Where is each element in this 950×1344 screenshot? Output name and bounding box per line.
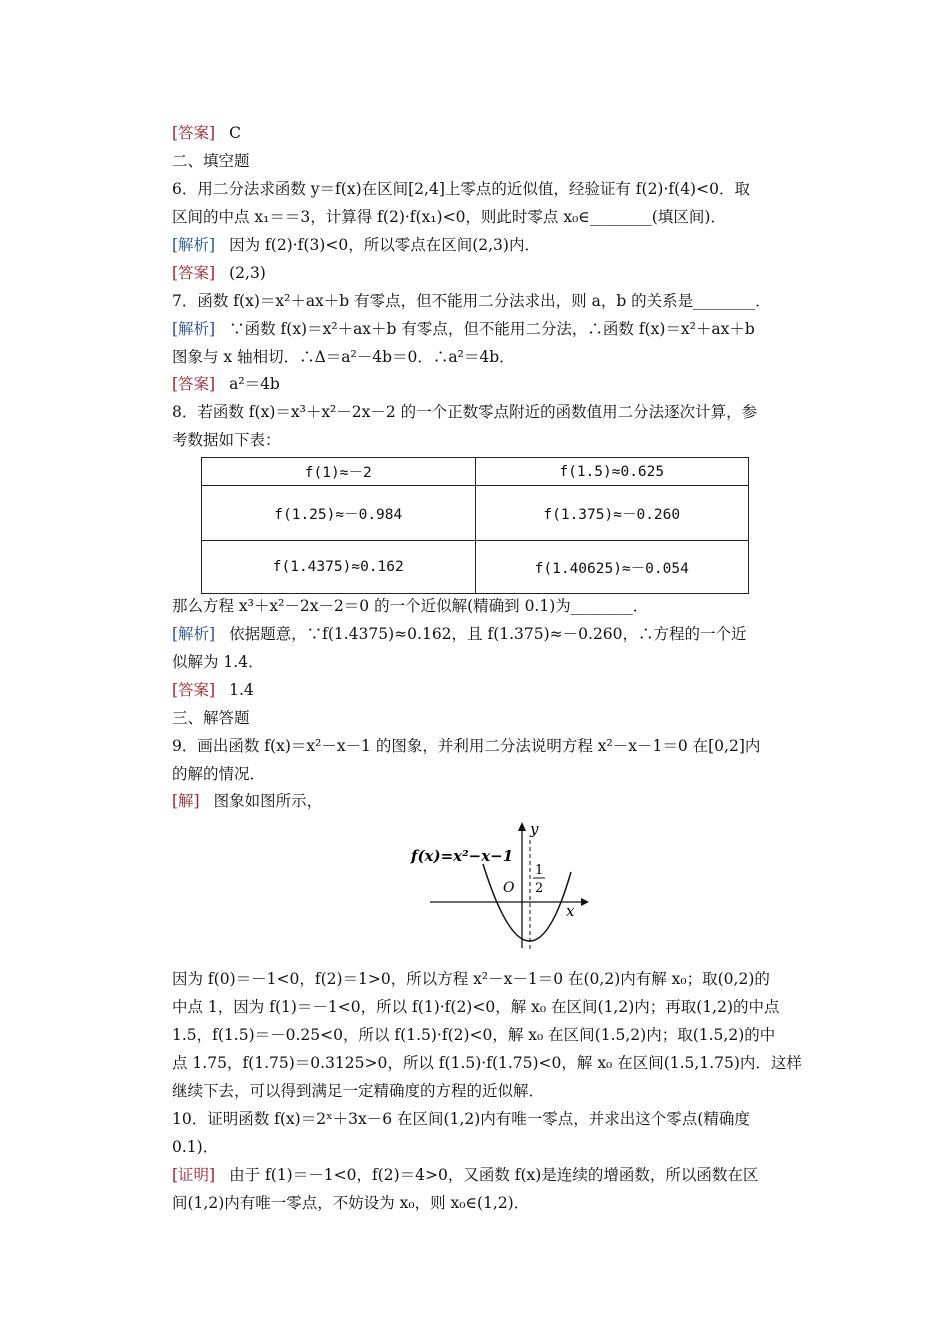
answer-tag: [答案]: [172, 124, 216, 142]
table-row: [202, 486, 749, 541]
question-6-line-2: 区间的中点 x₁＝＝3，计算得 f(2)·f(x₁)<0，则此时零点 x₀∈________(填区间)．: [172, 208, 726, 226]
answer-7: [172, 372, 810, 396]
answer-text: C: [229, 124, 241, 142]
analysis-text: 因为 f(2)·f(3)<0，所以零点在区间(2,3)内．: [229, 236, 540, 254]
table-cell: f(1.4375)≈0.162: [202, 541, 476, 594]
proof-10-line-1: [172, 1163, 810, 1187]
analysis-tag: [解析]: [172, 236, 216, 254]
fraction-numerator: 1: [535, 863, 544, 878]
table-cell: f(1.40625)≈－0.054: [475, 541, 749, 594]
analysis-7-line-1: [172, 317, 810, 341]
analysis-tag: [解析]: [172, 625, 216, 643]
solution-tag: [解]: [172, 792, 200, 810]
origin-label: O: [503, 880, 515, 896]
parabola-graph: [405, 818, 595, 953]
analysis-7-line-2: 图象与 x 轴相切．∴Δ＝a²－4b＝0．∴a²＝4b．: [172, 348, 515, 366]
analysis-8-line-2: 似解为 1.4．: [172, 653, 264, 671]
solution-9-line-5: 继续下去，可以得到满足一定精确度的方程的近似解．: [172, 1082, 545, 1100]
y-axis-label: y: [530, 820, 539, 838]
table-cell: f(1)≈－2: [202, 458, 476, 486]
answer-tag: [答案]: [172, 264, 216, 282]
solution-9-line-2: 中点 1，因为 f(1)＝－1<0，所以 f(1)·f(2)<0，解 x₀ 在区间(1,2)内；再取(1,2)的中点: [172, 998, 780, 1016]
proof-10-line-2: 间(1,2)内有唯一零点，不妨设为 x₀，则 x₀∈(1,2)．: [172, 1194, 530, 1212]
table-cell: f(1.5)≈0.625: [475, 458, 749, 486]
x-axis-label: x: [566, 902, 575, 920]
solution-9-line-4: 点 1.75，f(1.75)＝0.3125>0，所以 f(1.5)·f(1.75)<0，解 x₀ 在区间(1.5,1.75)内．这样: [172, 1054, 802, 1072]
question-10-line-1: 10．证明函数 f(x)＝2ˣ＋3x－6 在区间(1,2)内有唯一零点，并求出这个零点(精确度: [172, 1110, 750, 1128]
table-cell: f(1.25)≈－0.984: [202, 486, 476, 541]
y-axis-arrow: [518, 822, 526, 831]
question-9-line-1: 9．画出函数 f(x)＝x²－x－1 的图象，并利用二分法说明方程 x²－x－1＝0 在[0,2]内: [172, 737, 761, 755]
question-8-line-1: 8．若函数 f(x)＝x³＋x²－2x－2 的一个正数零点附近的函数值用二分法逐次计算，参: [172, 403, 758, 421]
question-10-line-2: 0.1)．: [172, 1138, 219, 1156]
table-row: [202, 458, 749, 486]
question-9-line-2: 的解的情况．: [172, 765, 266, 783]
answer-text: (2,3): [229, 264, 266, 282]
question-7: 7．函数 f(x)＝x²＋ax＋b 有零点，但不能用二分法求出，则 a，b 的关系是________．: [172, 292, 771, 310]
analysis-text: ∵函数 f(x)＝x²＋ax＋b 有零点，但不能用二分法，∴函数 f(x)＝x²＋ax＋b: [229, 320, 755, 338]
question-8-line-2: 考数据如下表：: [172, 431, 281, 449]
table-cell: f(1.375)≈－0.260: [475, 486, 749, 541]
answer-line-5: [172, 121, 810, 145]
fraction-denominator: 2: [535, 881, 544, 896]
answer-text: a²＝4b: [229, 375, 280, 393]
solution-9-intro: [172, 789, 810, 813]
section-heading-solve: 三、解答题: [172, 709, 250, 727]
answer-tag: [答案]: [172, 681, 216, 699]
answer-text: 1.4: [229, 681, 254, 699]
solution-text: 图象如图所示，: [213, 792, 323, 810]
answer-tag: [答案]: [172, 375, 216, 393]
analysis-6: [172, 233, 810, 257]
table-row: [202, 541, 749, 594]
answer-6: [172, 261, 810, 285]
proof-text: 由于 f(1)＝－1<0，f(2)＝4>0，又函数 f(x)是连续的增函数，所以函数在区: [229, 1166, 759, 1184]
proof-tag: [证明]: [172, 1166, 216, 1184]
analysis-tag: [解析]: [172, 320, 216, 338]
analysis-8-line-1: [172, 622, 810, 646]
answer-8: [172, 678, 810, 702]
section-heading-fill-blank: 二、填空题: [172, 152, 250, 170]
x-axis-arrow: [581, 898, 589, 906]
reference-data-table: [201, 457, 749, 594]
solution-9-line-3: 1.5，f(1.5)＝－0.25<0，所以 f(1.5)·f(2)<0，解 x₀ 在区间(1.5,2)内；取(1.5,2)的中: [172, 1026, 776, 1044]
function-label: f(x)=x²−x−1: [411, 847, 514, 865]
analysis-text: 依据题意，∵f(1.4375)≈0.162，且 f(1.375)≈－0.260，∴方程的一个近: [229, 625, 747, 643]
solution-9-line-1: 因为 f(0)＝－1<0，f(2)＝1>0，所以方程 x²－x－1＝0 在(0,2)内有解 x₀；取(0,2)的: [172, 970, 770, 988]
question-6-line-1: 6．用二分法求函数 y＝f(x)在区间[2,4]上零点的近似值，经验证有 f(2)·f(4)<0．取: [172, 180, 750, 198]
question-8-line-3: 那么方程 x³＋x²－2x－2＝0 的一个近似解(精确到 0.1)为________．: [172, 597, 649, 615]
